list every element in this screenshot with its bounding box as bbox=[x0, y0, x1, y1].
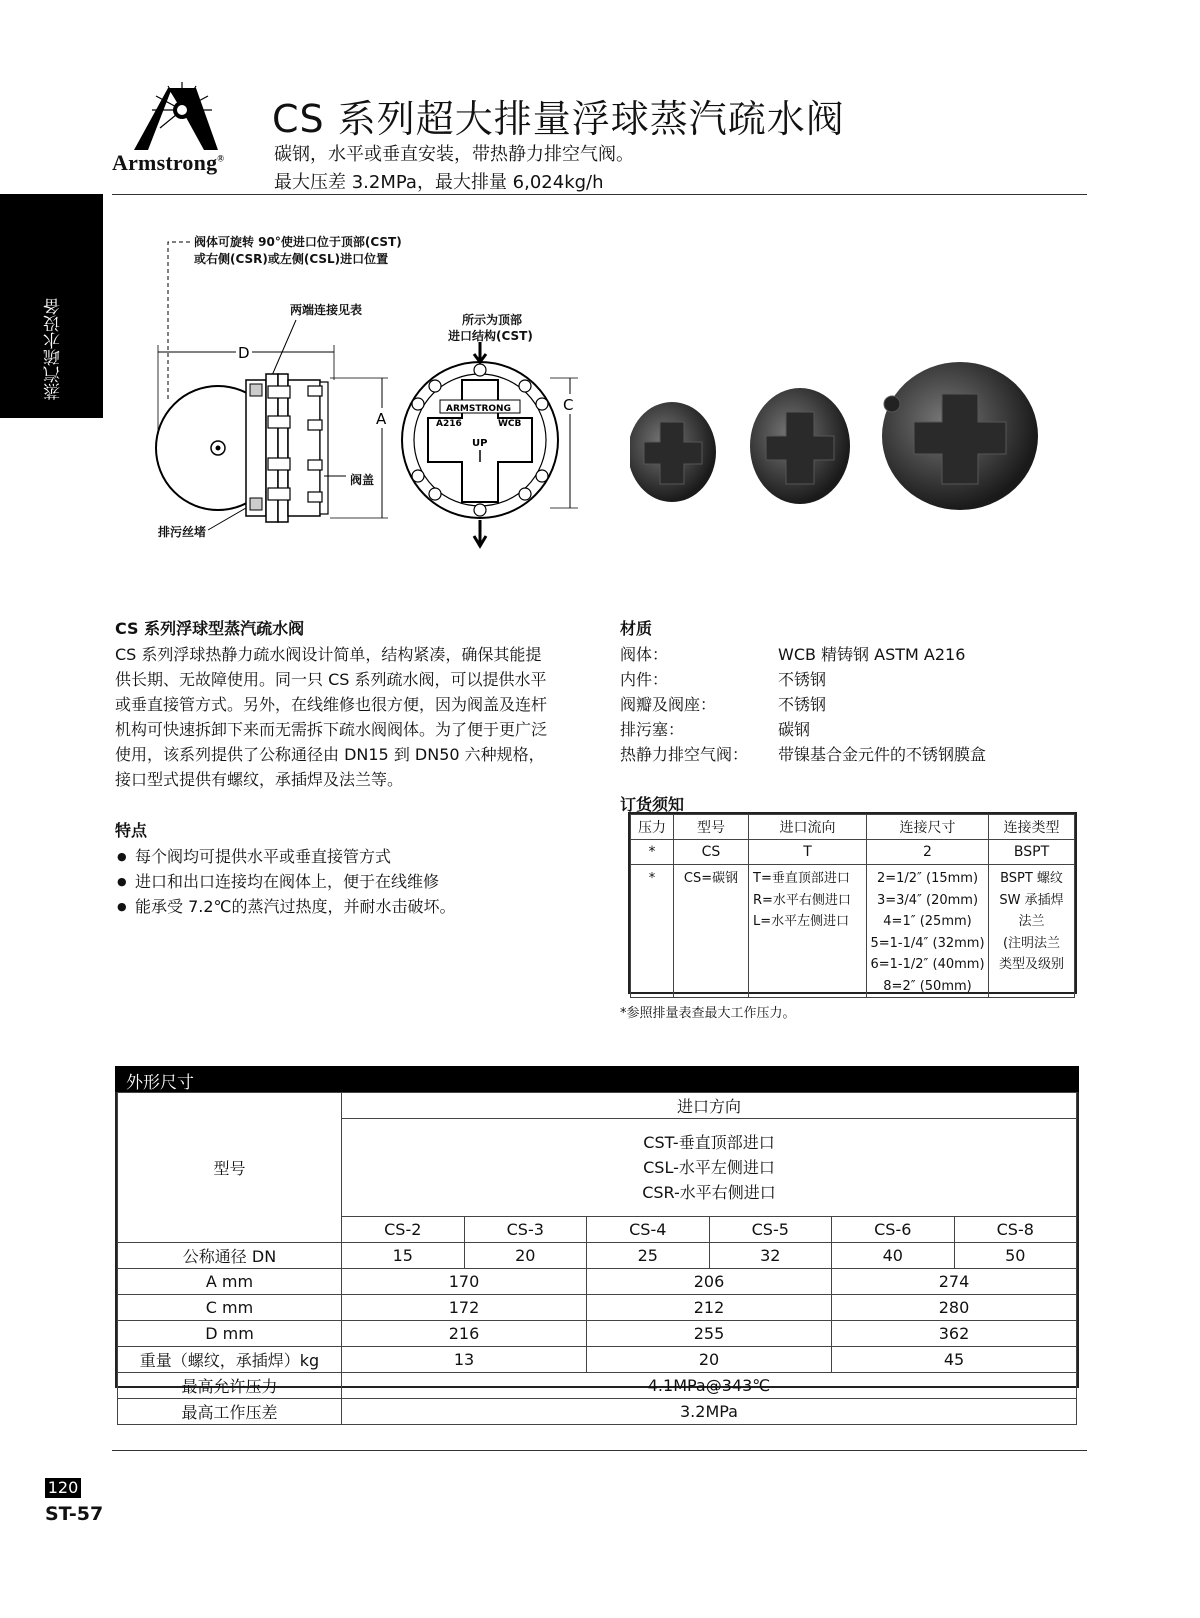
inlet-option: CST-垂直顶部进口 bbox=[643, 1133, 775, 1152]
material-row bbox=[620, 642, 986, 667]
order-example: * bbox=[631, 840, 674, 865]
order-col-size bbox=[867, 865, 989, 998]
order-example: T bbox=[749, 840, 867, 865]
header-divider bbox=[112, 194, 1087, 195]
order-option: L=水平左侧进口 bbox=[753, 914, 850, 929]
side-tab-label: 蒸汽疏水设备 bbox=[44, 298, 64, 400]
footer-divider bbox=[112, 1450, 1087, 1451]
label-cover: 阀盖 bbox=[350, 473, 375, 487]
material-row bbox=[620, 692, 986, 717]
description-title: CS 系列浮球型蒸汽疏水阀 bbox=[115, 619, 305, 638]
photo-medium-trap bbox=[750, 388, 850, 504]
order-option: * bbox=[648, 871, 656, 886]
dim-max-diff-label: 最高工作压差 bbox=[118, 1399, 342, 1425]
dim-max-diff-value: 3.2MPa bbox=[342, 1399, 1077, 1425]
face-a216: A216 bbox=[436, 419, 462, 429]
dim-dn-value: 50 bbox=[954, 1243, 1077, 1269]
brand-wordmark: Armstrong® bbox=[112, 150, 225, 175]
note-ends: 两端连接见表 bbox=[290, 303, 363, 317]
order-option: 6=1-1/2″ (40mm) bbox=[870, 957, 985, 972]
material-value: WCB 精铸钢 ASTM A216 bbox=[778, 645, 966, 664]
material-key: 阀体： bbox=[620, 645, 669, 664]
order-example: 2 bbox=[867, 840, 989, 865]
ordering-title: 订货须知 bbox=[620, 795, 685, 814]
dim-c-label: C bbox=[563, 396, 574, 414]
dim-row-label: C mm bbox=[118, 1295, 342, 1321]
material-key: 阀瓣及阀座： bbox=[620, 695, 717, 714]
material-value: 不锈钢 bbox=[778, 695, 827, 714]
order-option: (注明法兰 bbox=[1002, 935, 1061, 951]
note-rotate-2: 或右侧(CSR)或左侧(CSL)进口位置 bbox=[194, 252, 389, 266]
dim-row-value: 13 bbox=[342, 1347, 587, 1373]
description-body bbox=[115, 642, 593, 792]
order-example: BSPT bbox=[989, 840, 1075, 865]
dim-row-value: 362 bbox=[832, 1321, 1077, 1347]
dim-model: CS-4 bbox=[587, 1217, 710, 1243]
feature-item: ● 能承受 7.2℃的蒸汽过热度，并耐水击破坏。 bbox=[115, 894, 456, 919]
page-title: CS 系列超大排量浮球蒸汽疏水阀 bbox=[272, 97, 845, 141]
ordering-table bbox=[628, 812, 1077, 994]
order-option: 5=1-1/4″ (32mm) bbox=[870, 935, 985, 951]
dim-row-value: 280 bbox=[832, 1295, 1077, 1321]
order-option: 法兰 bbox=[1018, 914, 1045, 929]
photo-large-trap bbox=[882, 362, 1038, 510]
dim-d-label: D bbox=[238, 344, 250, 362]
dim-dn-value: 15 bbox=[342, 1243, 465, 1269]
dim-model-label: 型号 bbox=[118, 1093, 342, 1243]
note-top-2: 进口结构(CST) bbox=[448, 329, 533, 343]
dim-row-value: 45 bbox=[832, 1347, 1077, 1373]
materials-list bbox=[620, 642, 986, 767]
dim-row-value: 216 bbox=[342, 1321, 587, 1347]
order-option: BSPT 螺纹 bbox=[1000, 871, 1063, 886]
order-col-type bbox=[989, 865, 1075, 998]
dim-dn-label: 公称通径 DN bbox=[118, 1243, 342, 1269]
dim-row-value: 172 bbox=[342, 1295, 587, 1321]
dim-row-value: 206 bbox=[587, 1269, 832, 1295]
material-row bbox=[620, 717, 986, 742]
description-line: 机构可快速拆卸下来而无需拆下疏水阀阀体。为了便于更广泛 bbox=[115, 720, 548, 739]
subtitle-line-1: 碳钢，水平或垂直安装，带热静力排空气阀。 bbox=[274, 144, 634, 165]
order-header: 型号 bbox=[674, 815, 749, 840]
description-line: 接口型式提供有螺纹，承插焊及法兰等。 bbox=[115, 770, 404, 789]
dim-model: CS-2 bbox=[342, 1217, 465, 1243]
page-code: ST-57 bbox=[45, 1503, 104, 1525]
material-key: 热静力排空气阀： bbox=[620, 745, 749, 764]
dim-max-pressure-value: 4.1MPa@343℃ bbox=[342, 1373, 1077, 1399]
material-value: 碳钢 bbox=[778, 720, 811, 739]
dim-row-label: A mm bbox=[118, 1269, 342, 1295]
features-list bbox=[115, 844, 456, 919]
dim-model: CS-5 bbox=[709, 1217, 832, 1243]
order-option: 4=1″ (25mm) bbox=[883, 914, 972, 929]
features-title: 特点 bbox=[115, 821, 148, 840]
order-option: CS=碳钢 bbox=[683, 871, 739, 886]
order-option: T=垂直顶部进口 bbox=[753, 871, 850, 886]
material-row bbox=[620, 742, 986, 767]
materials-title: 材质 bbox=[620, 619, 653, 638]
face-wcb: WCB bbox=[498, 419, 522, 429]
feature-item: ● 进口和出口连接均在阀体上，便于在线维修 bbox=[115, 869, 456, 894]
note-top-1: 所示为顶部 bbox=[462, 313, 523, 327]
product-photos bbox=[630, 360, 1060, 520]
order-header: 连接尺寸 bbox=[867, 815, 989, 840]
face-up: UP bbox=[472, 438, 488, 449]
dim-row-value: 212 bbox=[587, 1295, 832, 1321]
dim-model: CS-8 bbox=[954, 1217, 1077, 1243]
dim-inlet-title: 进口方向 bbox=[342, 1093, 1077, 1119]
material-value: 带镍基合金元件的不锈钢膜盒 bbox=[778, 745, 987, 764]
order-header: 压力 bbox=[631, 815, 674, 840]
dim-dn-value: 32 bbox=[709, 1243, 832, 1269]
note-rotate-1: 阀体可旋转 90°使进口位于顶部(CST) bbox=[194, 235, 402, 249]
dim-max-pressure-label: 最高允许压力 bbox=[118, 1373, 342, 1399]
dim-row-value: 170 bbox=[342, 1269, 587, 1295]
order-option: 3=3/4″ (20mm) bbox=[876, 892, 979, 908]
dim-row-value: 274 bbox=[832, 1269, 1077, 1295]
feature-item: ● 每个阀均可提供水平或垂直接管方式 bbox=[115, 844, 456, 869]
order-option: 8=2″ (50mm) bbox=[883, 978, 972, 994]
description-line: 或垂直接管方式。另外，在线维修也很方便，因为阀盖及连杆 bbox=[115, 695, 548, 714]
dim-inlet-options bbox=[342, 1119, 1077, 1217]
order-option: 类型及级别 bbox=[998, 957, 1064, 972]
order-col-model bbox=[674, 865, 749, 998]
ordering-note: *参照排量表查最大工作压力。 bbox=[620, 1006, 796, 1021]
dim-dn-value: 20 bbox=[464, 1243, 587, 1269]
dimensions-bar bbox=[115, 1066, 1079, 1092]
label-drain: 排污丝堵 bbox=[158, 525, 207, 539]
dim-row-label: 重量（螺纹，承插焊）kg bbox=[118, 1347, 342, 1373]
inlet-option: CSL-水平左侧进口 bbox=[643, 1158, 775, 1177]
dim-row-value: 20 bbox=[587, 1347, 832, 1373]
order-option: R=水平右侧进口 bbox=[753, 892, 851, 908]
material-value: 不锈钢 bbox=[778, 670, 827, 689]
material-key: 内件： bbox=[620, 670, 669, 689]
face-armstrong: ARMSTRONG bbox=[446, 404, 511, 414]
order-header: 进口流向 bbox=[749, 815, 867, 840]
subtitle-line-2: 最大压差 3.2MPa，最大排量 6,024kg/h bbox=[274, 172, 604, 193]
page-number: 120 bbox=[45, 1478, 81, 1498]
dim-row-label: D mm bbox=[118, 1321, 342, 1347]
description-line: 供长期、无故障使用。同一只 CS 系列疏水阀，可以提供水平 bbox=[115, 670, 547, 689]
order-header: 连接类型 bbox=[989, 815, 1075, 840]
dim-a-label: A bbox=[376, 410, 387, 428]
order-option: SW 承插焊 bbox=[999, 892, 1064, 908]
material-row bbox=[620, 667, 986, 692]
dimensions-table bbox=[115, 1092, 1079, 1422]
technical-drawing bbox=[150, 230, 620, 580]
order-example: CS bbox=[674, 840, 749, 865]
order-col-pressure bbox=[631, 865, 674, 998]
dim-dn-value: 25 bbox=[587, 1243, 710, 1269]
dim-dn-value: 40 bbox=[832, 1243, 955, 1269]
photo-small-trap bbox=[630, 402, 716, 502]
dim-model: CS-6 bbox=[832, 1217, 955, 1243]
dim-row-value: 255 bbox=[587, 1321, 832, 1347]
material-key: 排污塞： bbox=[620, 720, 685, 739]
inlet-option: CSR-水平右侧进口 bbox=[642, 1183, 776, 1202]
order-col-inlet bbox=[749, 865, 867, 998]
order-option: 2=1/2″ (15mm) bbox=[876, 871, 979, 886]
description-line: CS 系列浮球热静力疏水阀设计简单，结构紧凑，确保其能提 bbox=[115, 645, 542, 664]
dim-model: CS-3 bbox=[464, 1217, 587, 1243]
description-line: 使用，该系列提供了公称通径由 DN15 到 DN50 六种规格， bbox=[115, 745, 545, 764]
dimensions-title: 外形尺寸 bbox=[126, 1073, 194, 1093]
